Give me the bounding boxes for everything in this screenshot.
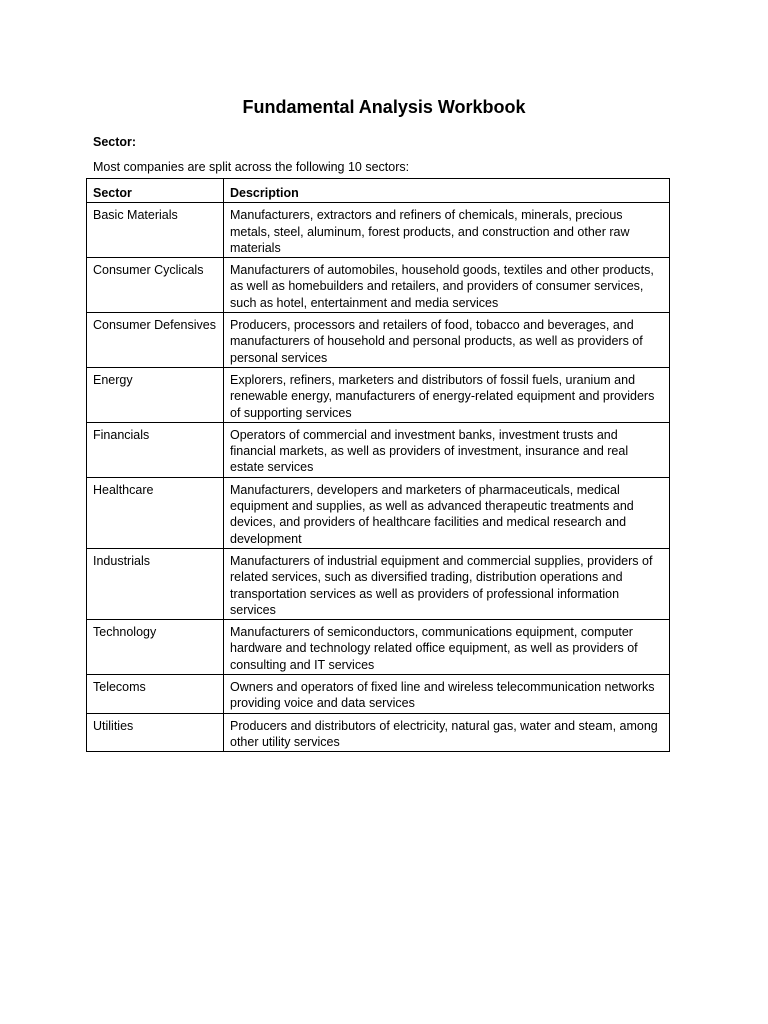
- sector-cell: Energy: [87, 367, 224, 422]
- intro-text: Most companies are split across the following 10 sectors:: [93, 160, 410, 174]
- sector-cell: Healthcare: [87, 477, 224, 548]
- description-cell: Manufacturers of automobiles, household goods, textiles and other products, as well as homebuilders and retailers, and providers of consumer services, such as hotel, entertainment and media services: [224, 258, 670, 313]
- table-header-row: [87, 179, 670, 203]
- sector-cell: Basic Materials: [87, 203, 224, 258]
- sector-heading: Sector:: [93, 135, 137, 149]
- header-description: Description: [224, 179, 670, 203]
- sector-cell: Financials: [87, 422, 224, 477]
- description-cell: Operators of commercial and investment banks, investment trusts and financial markets, as well as providers of investment, insurance and real estate services: [224, 422, 670, 477]
- table-row: [87, 258, 670, 313]
- sector-cell: Telecoms: [87, 675, 224, 714]
- table-row: [87, 620, 670, 675]
- header-sector: Sector: [87, 179, 224, 203]
- page-title: Fundamental Analysis Workbook: [242, 97, 526, 117]
- table-row: [87, 367, 670, 422]
- description-cell: Owners and operators of fixed line and wireless telecommunication networks providing voice and data services: [224, 675, 670, 714]
- description-cell: Manufacturers, developers and marketers of pharmaceuticals, medical equipment and supplies, as well as advanced therapeutic treatments and devices, and providers of healthcare facilities and medical research and development: [224, 477, 670, 548]
- table-row: [87, 713, 670, 752]
- sector-cell: Consumer Cyclicals: [87, 258, 224, 313]
- table-row: [87, 313, 670, 368]
- sector-cell: Technology: [87, 620, 224, 675]
- description-cell: Manufacturers of industrial equipment and commercial supplies, providers of related services, such as diversified trading, distribution operations and transportation services as well as providers of professional information services: [224, 548, 670, 619]
- table-row: [87, 548, 670, 619]
- sector-cell: Consumer Defensives: [87, 313, 224, 368]
- table-row: [87, 422, 670, 477]
- description-cell: Manufacturers of semiconductors, communications equipment, computer hardware and technology related office equipment, as well as providers of consulting and IT services: [224, 620, 670, 675]
- sector-cell: Utilities: [87, 713, 224, 752]
- description-cell: Producers, processors and retailers of food, tobacco and beverages, and manufacturers of household and personal products, as well as providers of personal services: [224, 313, 670, 368]
- description-cell: Explorers, refiners, marketers and distributors of fossil fuels, uranium and renewable energy, manufacturers of energy-related equipment and providers of supporting services: [224, 367, 670, 422]
- table-row: [87, 203, 670, 258]
- description-cell: Manufacturers, extractors and refiners of chemicals, minerals, precious metals, steel, aluminum, forest products, and construction and other raw materials: [224, 203, 670, 258]
- table-row: [87, 675, 670, 714]
- sector-cell: Industrials: [87, 548, 224, 619]
- sectors-table: [86, 178, 670, 752]
- description-cell: Producers and distributors of electricity, natural gas, water and steam, among other utility services: [224, 713, 670, 752]
- table-row: [87, 477, 670, 548]
